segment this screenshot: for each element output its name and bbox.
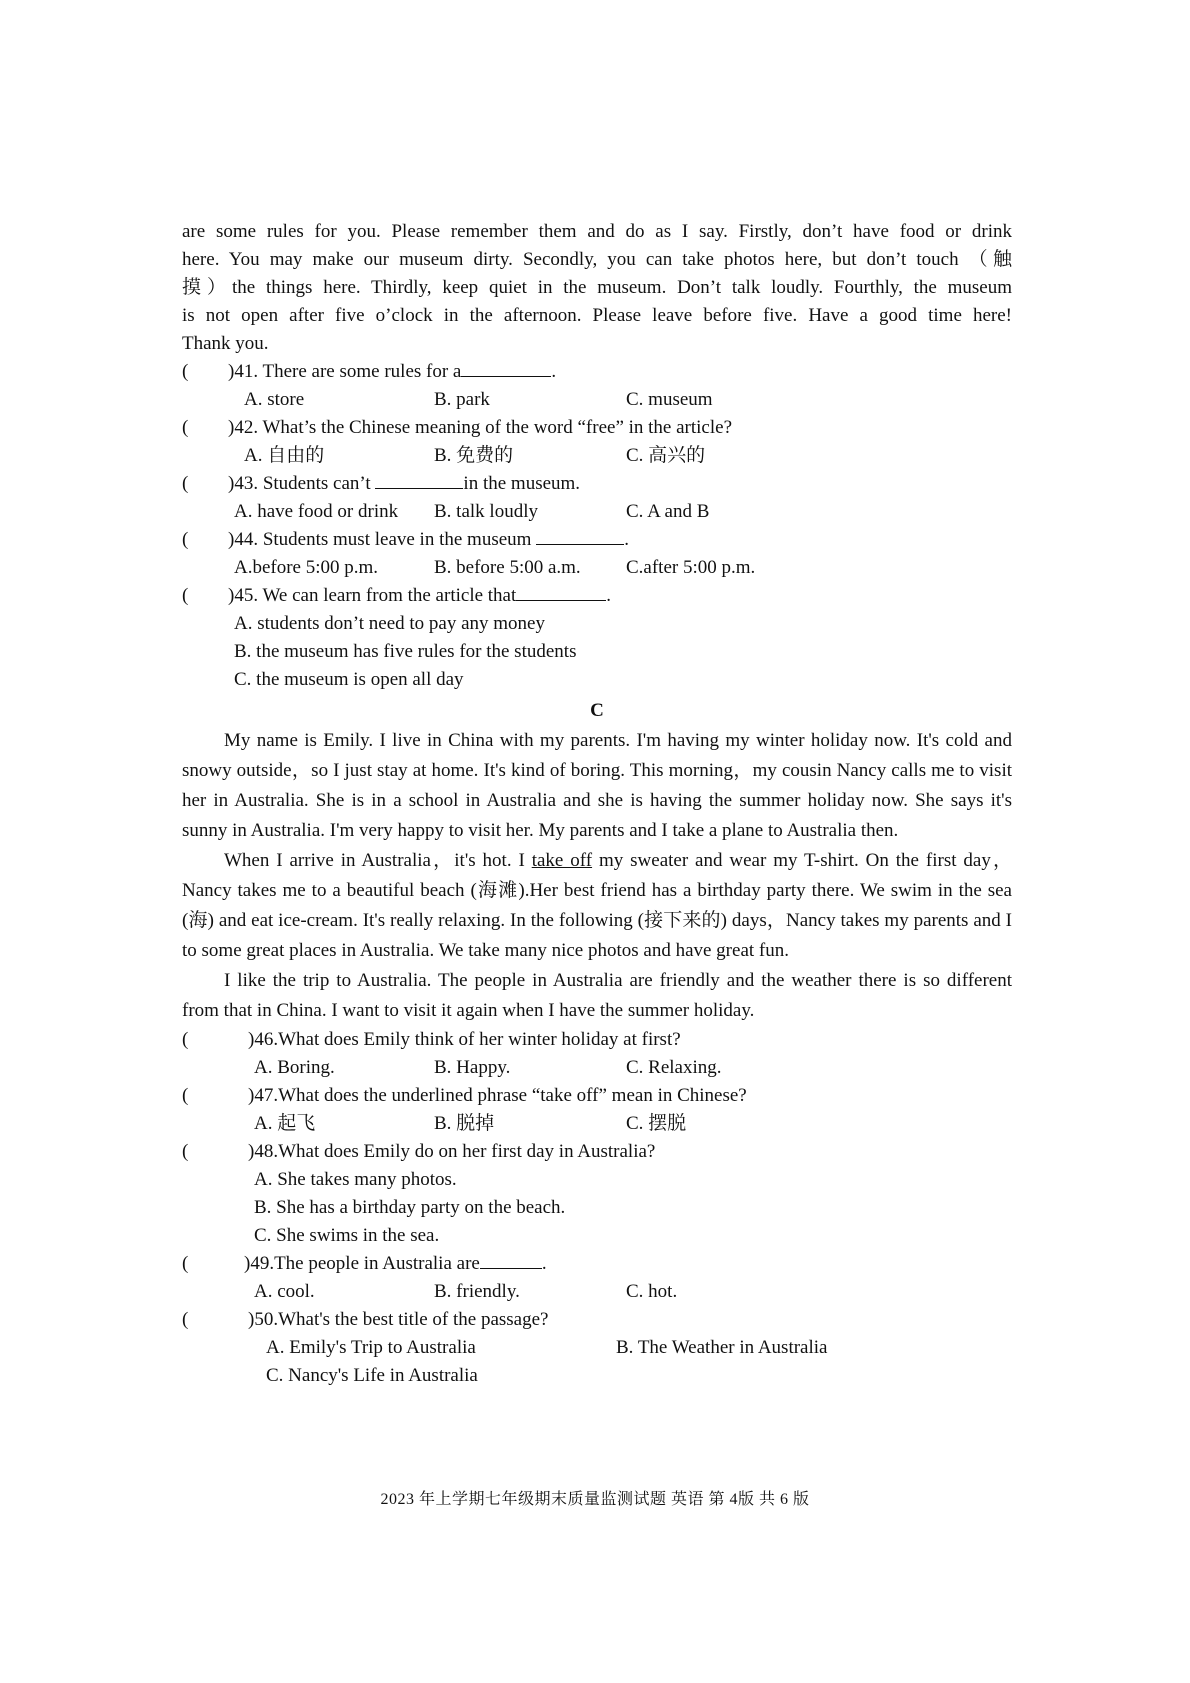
options-48 (182, 1166, 1012, 1194)
question-text: )44. Students must leave in the museum (228, 529, 537, 550)
passage-line: is not open after five o’clock in the afternoon. Please leave before five. Have a good time here! (182, 305, 1012, 326)
passage-c-paragraph-1: My name is Emily. I live in China with my parents. I'm having my winter holiday now. It's cold and snowy outside，so I just stay at home. It's kind of boring. This morning，my cousin Nancy calls me to visit her in Australia. She is in a school in Australia and she is having the summer holiday now. She says it's sunny in Australia. I'm very happy to visit her. My parents and I take a plane to Australia then. (182, 730, 1012, 841)
option-a[interactable]: A. students don’t need to pay any money (234, 613, 545, 634)
option-a[interactable]: A. Emily's Trip to Australia (266, 1337, 476, 1358)
question-text: )42. What’s the Chinese meaning of the word “free” in the article? (228, 417, 733, 438)
option-b[interactable]: B. She has a birthday party on the beach. (254, 1197, 566, 1218)
passage-line: here. You may make our museum dirty. Secondly, you can take photos here, but don’t touch （触 (182, 249, 1012, 270)
answer-paren: ( (182, 473, 189, 494)
option-b[interactable]: B. The Weather in Australia (616, 1337, 828, 1358)
option-c[interactable]: C. She swims in the sea. (254, 1225, 440, 1246)
option-c[interactable]: C. museum (626, 389, 713, 410)
question-50 (182, 1306, 1012, 1334)
answer-blank[interactable] (375, 470, 463, 489)
answer-paren: ( (182, 1141, 189, 1162)
underlined-phrase: take off (531, 850, 593, 871)
option-b[interactable]: B. before 5:00 a.m. (434, 557, 581, 578)
question-text: )41. There are some rules for a (228, 361, 462, 382)
question-43: ( )43. Students can’t in the museum. (182, 470, 1012, 498)
options-50 (182, 1334, 1012, 1362)
option-c[interactable]: C. 高兴的 (626, 445, 706, 466)
options-45 (182, 610, 1012, 638)
passage-c-paragraph-3: I like the trip to Australia. The people in Australia are friendly and the weather there is so different from that in China. I want to visit it again when I have the summer holiday. (182, 970, 1012, 1021)
option-b[interactable]: B. park (434, 389, 490, 410)
question-41: ( )41. There are some rules for a . (182, 358, 1012, 386)
options-44 (182, 554, 1012, 582)
option-a[interactable]: A.before 5:00 p.m. (234, 557, 379, 578)
options-43 (182, 498, 1012, 526)
answer-blank[interactable] (480, 1250, 542, 1269)
answer-paren: ( (182, 1309, 189, 1330)
option-c[interactable]: C. A and B (626, 501, 710, 522)
question-45: ( )45. We can learn from the article that . (182, 582, 1012, 610)
answer-blank[interactable] (536, 526, 624, 545)
answer-paren: ( (182, 585, 189, 606)
question-48 (182, 1138, 1012, 1166)
passage-b-tail (182, 218, 1012, 358)
question-46 (182, 1026, 1012, 1054)
answer-paren: ( (182, 1085, 189, 1106)
option-b[interactable]: B. 免费的 (434, 445, 514, 466)
answer-paren: ( (182, 417, 189, 438)
option-a[interactable]: A. store (244, 389, 305, 410)
question-42 (182, 414, 1012, 442)
options-42 (182, 442, 1012, 470)
answer-paren: ( (182, 361, 189, 382)
option-c[interactable]: C. Relaxing. (626, 1057, 722, 1078)
passage-c-paragraph-2: When I arrive in Australia，it's hot. I take off my sweater and wear my T-shirt. On the first day，Nancy takes me to a beautiful beach (海滩).Her best friend has a birthday party there. We swim in the sea (海) and eat ice-cream. It's really relaxing. In the following (接下来的) days，Nancy takes my parents and I to some great places in Australia. We take many nice photos and have great fun. (182, 850, 1012, 961)
option-a[interactable]: A. 自由的 (244, 445, 325, 466)
answer-paren: ( (182, 1029, 189, 1050)
question-text: )48.What does Emily do on her first day in Australia? (248, 1141, 656, 1162)
options-46 (182, 1054, 1012, 1082)
option-b[interactable]: B. friendly. (434, 1281, 520, 1302)
option-c[interactable]: C. hot. (626, 1281, 678, 1302)
option-a[interactable]: A. She takes many photos. (254, 1169, 457, 1190)
option-c[interactable]: C. Nancy's Life in Australia (266, 1365, 478, 1386)
answer-blank[interactable] (461, 358, 551, 377)
page-content (182, 218, 1012, 1390)
option-a[interactable]: A. cool. (254, 1281, 315, 1302)
section-heading: C (590, 700, 604, 721)
options-47 (182, 1110, 1012, 1138)
option-b[interactable]: B. talk loudly (434, 501, 538, 522)
question-49: ( )49.The people in Australia are . (182, 1250, 1012, 1278)
answer-paren: ( (182, 1253, 189, 1274)
question-text: )45. We can learn from the article that (228, 585, 517, 606)
option-b[interactable]: B. Happy. (434, 1057, 511, 1078)
passage-line: 摸）the things here. Thirdly, keep quiet in the museum. Don’t talk loudly. Fourthly, the museum (182, 277, 1012, 298)
option-c[interactable]: C.after 5:00 p.m. (626, 557, 756, 578)
question-text: )43. Students can’t (228, 473, 376, 494)
option-a[interactable]: A. 起飞 (254, 1113, 316, 1134)
option-a[interactable]: A. Boring. (254, 1057, 335, 1078)
option-b[interactable]: B. 脱掉 (434, 1113, 495, 1134)
page-footer: 2023 年上学期七年级期末质量监测试题 英语 第 4版 共 6 版 (380, 1491, 810, 1508)
options-49 (182, 1278, 1012, 1306)
question-text: )47.What does the underlined phrase “take off” mean in Chinese? (248, 1085, 747, 1106)
options-41 (182, 386, 1012, 414)
answer-blank[interactable] (516, 582, 606, 601)
question-44: ( )44. Students must leave in the museum . (182, 526, 1012, 554)
option-c[interactable]: C. the museum is open all day (234, 669, 464, 690)
question-47 (182, 1082, 1012, 1110)
option-b[interactable]: B. the museum has five rules for the students (234, 641, 577, 662)
passage-line: are some rules for you. Please remember them and do as I say. Firstly, don’t have food or drink (182, 221, 1012, 242)
question-text: )46.What does Emily think of her winter holiday at first? (248, 1029, 681, 1050)
option-c[interactable]: C. 摆脱 (626, 1113, 687, 1134)
passage-line: Thank you. (182, 333, 269, 354)
answer-paren: ( (182, 529, 189, 550)
option-a[interactable]: A. have food or drink (234, 501, 399, 522)
question-text: )50.What's the best title of the passage? (248, 1309, 549, 1330)
question-text: )49.The people in Australia are (244, 1253, 480, 1274)
